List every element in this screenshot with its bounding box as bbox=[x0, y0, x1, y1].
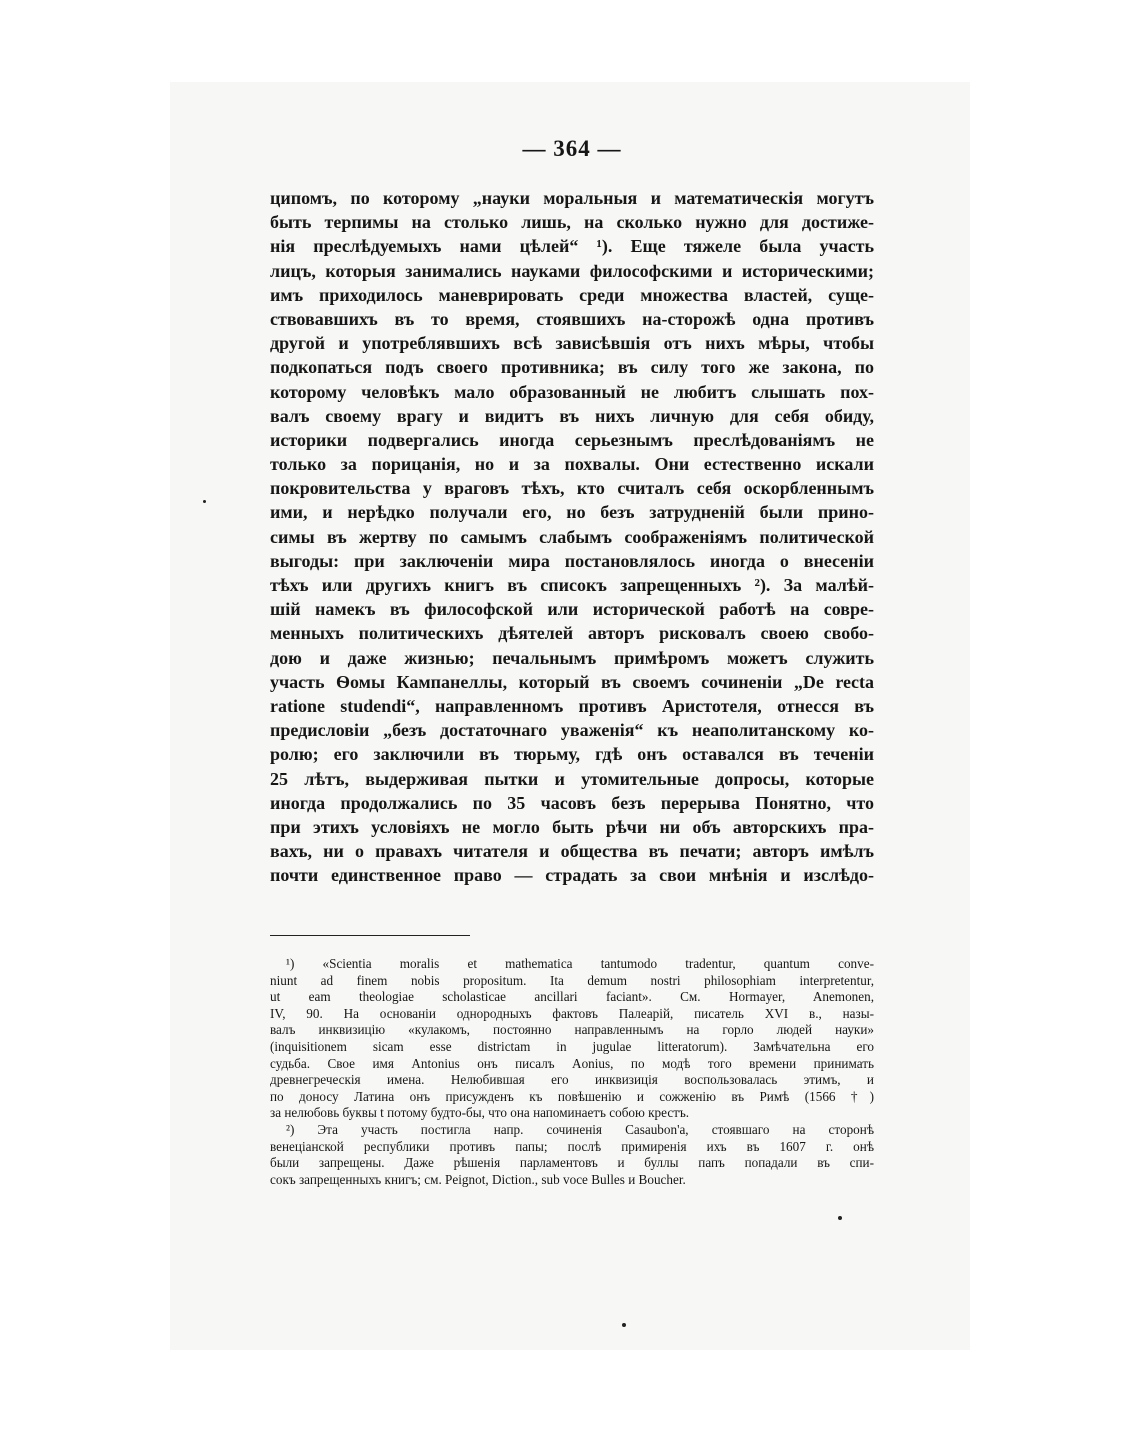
footnote-line: IV, 90. На основаніи однородныхъ фактовъ Палеарій, писатель XVI в., назы- bbox=[270, 1005, 874, 1021]
text-line: симы въ жертву по самымъ слабымъ соображеніямъ политической bbox=[270, 526, 874, 547]
text-line: которому человѣкъ мало образованный не любитъ слышать пох- bbox=[270, 381, 874, 402]
footnote-line: (inquisitionem sicam esse districtam in jugulae litteratorum). Замѣчательна его bbox=[270, 1038, 874, 1054]
text-line: другой и употреблявшихъ всѣ зависѣвшія отъ нихъ мѣры, чтобы bbox=[270, 333, 874, 354]
text-line: вахъ, ни о правахъ читателя и общества въ печати; авторъ имѣлъ bbox=[270, 841, 874, 862]
footnotes bbox=[270, 956, 874, 1188]
text-line: выгоды: при заключеніи мира постановлялось иногда о внесеніи bbox=[270, 550, 874, 571]
text-line: иногда продолжались по 35 часовъ безъ перерыва Понятно, что bbox=[270, 792, 874, 813]
footnote-line: венеціанской республики противъ папы; послѣ примиренія ихъ въ 1607 г. онѣ bbox=[270, 1138, 874, 1154]
scan-speck bbox=[838, 1216, 842, 1220]
text-line: лицъ, которыя занимались науками философскими и историческими; bbox=[270, 260, 874, 281]
text-line: ratione studendi“, направленномъ противъ Аристотеля, отнесся въ bbox=[270, 695, 874, 716]
text-line: валъ своему врагу и видитъ въ нихъ личную для себя обиду, bbox=[270, 405, 874, 426]
text-line: менныхъ политическихъ дѣятелей авторъ рисковалъ своею свобо- bbox=[270, 623, 874, 644]
page-number: — 364 — bbox=[522, 136, 622, 161]
text-line: быть терпимы на столько лишь, на сколько нужно для достиже- bbox=[270, 212, 874, 233]
text-line: дою и даже жизнью; печальнымъ примѣромъ можетъ служить bbox=[270, 647, 874, 668]
text-line: ствовавшихъ въ то время, стоявшихъ на-сторожѣ одна противъ bbox=[270, 308, 874, 329]
footnote-line: древнегреческія имена. Нелюбившая его инквизиція воспользовалась этимъ, и bbox=[270, 1072, 874, 1088]
footnote-line: ¹) «Scientia moralis et mathematica tantumodo tradentur, quantum conve- bbox=[286, 956, 874, 971]
footnote-line: ut eam theologiae scholasticae ancillari faciant». См. Hormayer, Anemonen, bbox=[270, 989, 874, 1005]
text-line: участь Ѳомы Кампанеллы, который въ своемъ сочиненіи „De recta bbox=[270, 671, 874, 692]
text-line: тѣхъ или другихъ книгъ въ списокъ запрещенныхъ ²). За малѣй- bbox=[270, 575, 874, 595]
footnote-line: сокъ запрещенныхъ книгъ; см. Peignot, Diction., sub voce Bulles и Boucher. bbox=[270, 1171, 686, 1187]
text-line: при этихъ условіяхъ не могло быть рѣчи ни объ авторскихъ пра- bbox=[270, 816, 874, 837]
footnote-line: по доносу Латина онъ присужденъ къ повѣшенію и сожженію въ Римѣ (1566 †) bbox=[270, 1088, 874, 1104]
text-line: только за порицанія, но и за похвалы. Они естественно искали bbox=[270, 454, 874, 475]
text-line: 25 лѣтъ, выдерживая пытки и утомительные допросы, которые bbox=[270, 768, 874, 789]
text-line: имъ приходилось маневрировать среди множества властей, суще- bbox=[270, 284, 874, 305]
footnote-line: были запрещены. Даже рѣшенія парламентовъ и буллы папъ попадали въ спи- bbox=[270, 1155, 874, 1171]
text-line: предисловіи „безъ достаточнаго уваженія“ къ неаполитанскому ко- bbox=[270, 720, 874, 741]
text-line: ролю; его заключили въ тюрьму, гдѣ онъ оставался въ теченіи bbox=[270, 744, 874, 765]
text-line: подкопаться подъ своего противника; въ силу того же закона, по bbox=[270, 357, 874, 378]
main-text bbox=[270, 186, 874, 887]
text-line: покровительства у враговъ тѣхъ, кто считалъ себя оскорбленнымъ bbox=[270, 478, 874, 499]
footnote-line: судьба. Свое имя Antonius онъ писалъ Aonius, по модѣ того времени принимать bbox=[270, 1055, 874, 1071]
text-line: нія преслѣдуемыхъ нами цѣлей“ ¹). Еще тяжеле была участь bbox=[270, 236, 874, 257]
text-line: почти единственное право — страдать за свои мнѣнія и изслѣдо- bbox=[270, 865, 874, 886]
text-line: шій намекъ въ философской или исторической работѣ на совре- bbox=[270, 599, 874, 620]
text-line: историки подвергались иногда серьезнымъ преслѣдованіямъ не bbox=[270, 429, 874, 450]
scan-speck bbox=[203, 500, 206, 503]
footnote-line: ²) Эта участь постигла напр. сочиненія Casaubon'a, стоявшаго на сторонѣ bbox=[286, 1121, 874, 1137]
text-line: ими, и нерѣдко получали его, но безъ затрудненій были прино- bbox=[270, 502, 874, 523]
footnote-line: за нелюбовь буквы t потому будто-бы, что она напоминаетъ собою крестъ. bbox=[270, 1105, 690, 1121]
footnote-line: валъ инквизицію «кулакомъ, постоянно направленнымъ на горло людей науки» bbox=[270, 1022, 874, 1038]
footnote-separator bbox=[270, 935, 470, 936]
text-line: ципомъ, по которому „науки моральныя и математическія могутъ bbox=[270, 188, 874, 208]
scan-speck bbox=[622, 1323, 626, 1327]
footnote-line: niunt ad finem nobis propositum. Ita demum nostri philosophiam interpretentur, bbox=[270, 972, 874, 988]
